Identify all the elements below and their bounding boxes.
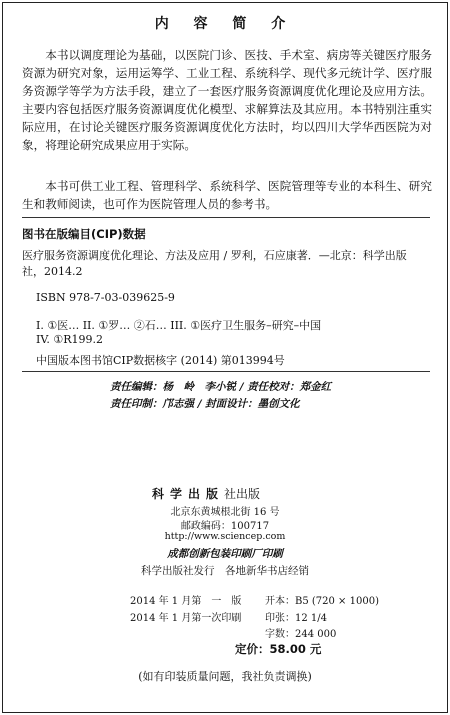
cip-classification-line-1: I. ①医… II. ①罗… ②石… III. ①医疗卫生服务–研究–中国	[36, 319, 322, 332]
cip-isbn: ISBN 978-7-03-039625-9	[36, 291, 175, 304]
sheets-line: 印张：12 1/4	[265, 613, 327, 624]
price-line: 定价：58.00 元	[235, 642, 322, 656]
publisher-suffix: 社出版	[224, 487, 261, 501]
publisher-address: 北京东黄城根北街 16 号	[170, 507, 280, 518]
cip-title: 图书在版编目(CIP)数据	[22, 227, 146, 241]
page-title: 内 容 简 介	[154, 16, 296, 32]
publisher-website: http://www.sciencep.com	[164, 531, 286, 542]
cip-body: 医疗服务资源调度优化理论、方法及应用 / 罗利，石应康著．—北京：科学出版社，2014.2	[22, 249, 407, 278]
cip-classification-line-2: IV. ①R199.2	[36, 333, 103, 346]
edition-line: 2014 年 1 月第 一 版	[130, 596, 242, 607]
distribution-line: 科学出版社发行 各地新华书店经销	[141, 565, 309, 577]
publisher-name: 科学出版	[152, 487, 225, 501]
printer-line: 成都创新包装印刷厂印刷	[167, 548, 283, 560]
format-line: 开本：B5 (720 × 1000)	[265, 596, 379, 607]
word-count-line: 字数：244 000	[265, 629, 337, 640]
staff-production: 责任印制：邝志强 / 封面设计：墨创文化	[110, 398, 300, 410]
intro-paragraph-1: 本书以调度理论为基础，以医院门诊、医技、手术室、病房等关键医疗服务资源为研究对象，运用运筹学、工业工程、系统科学、现代多元统计学、医疗服务资源学等学为方法手段，建立了一套医疗服务资源调度优化理论及应用方法。主要内容包括医疗服务资源调度优化模型、求解算法及其应用。本书特别注重实际应用，在讨论关键医疗服务资源调度优化方法时，均以四川大学华西医院为对象，将理论研究成果应用于实际。	[22, 48, 432, 152]
publisher-zip: 邮政编码：100717	[180, 521, 270, 532]
intro-paragraph-2: 本书可供工业工程、管理科学、系统科学、医院管理等专业的本科生、研究生和教师阅读，也可作为医院管理人员的参考书。	[22, 179, 432, 211]
cip-data-number: 中国版本图书馆CIP数据核字 (2014) 第013994号	[36, 354, 285, 367]
divider-top	[22, 217, 430, 218]
publisher-logo	[152, 485, 260, 502]
printing-line: 2014 年 1 月第一次印刷	[130, 613, 242, 624]
divider-bottom	[22, 371, 430, 372]
quality-notice: (如有印装质量问题，我社负责调换)	[138, 670, 312, 683]
staff-editors: 责任编辑：杨 岭 李小锐 / 责任校对：郑金红	[110, 381, 332, 393]
